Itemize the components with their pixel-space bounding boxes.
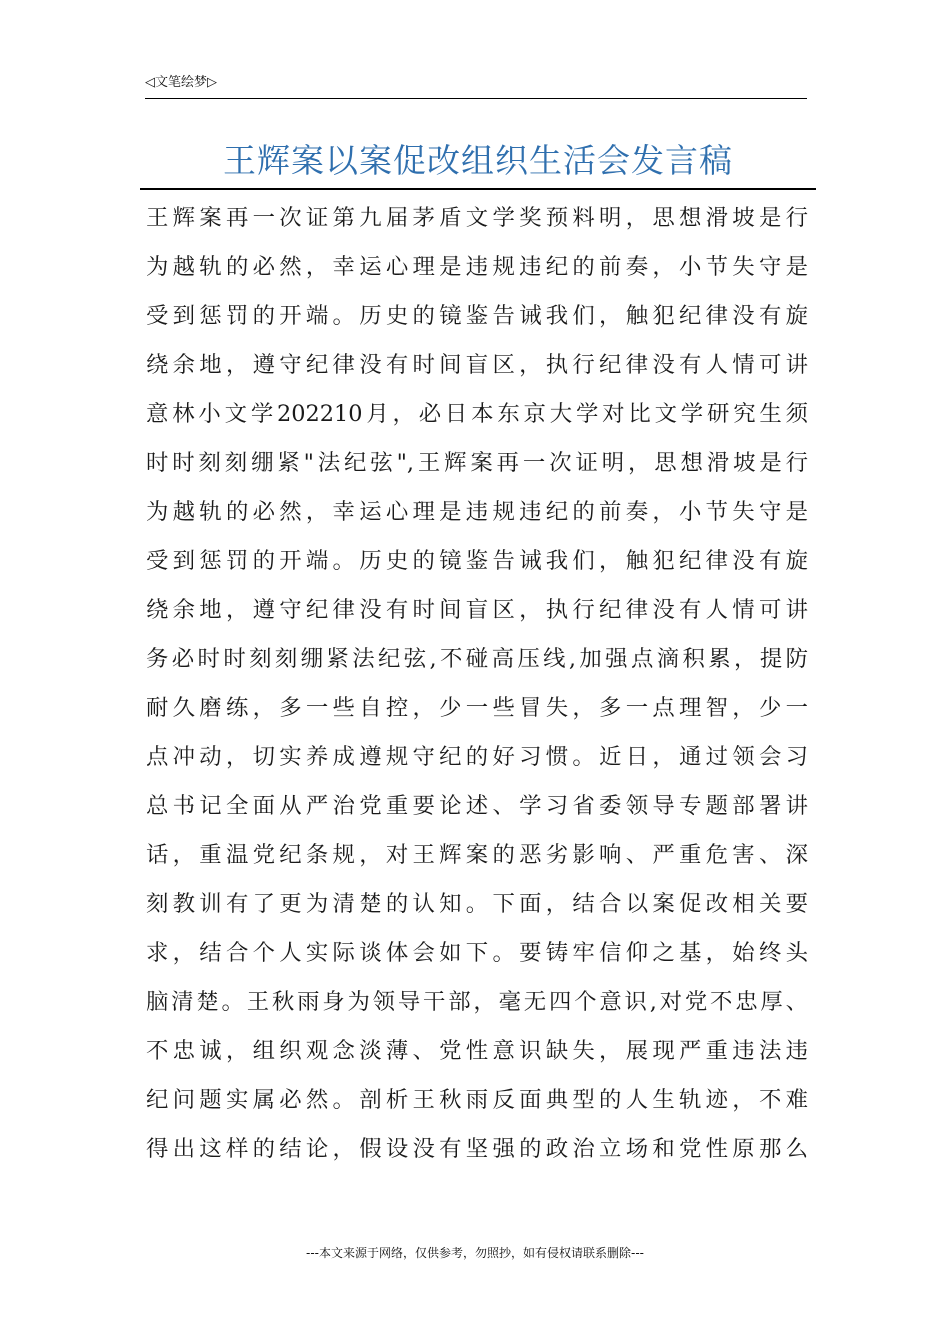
body-line: 王辉案再一次证第九届茅盾文学奖预料明，思想滑坡是行 bbox=[146, 205, 808, 231]
body-line: 脑清楚。王秋雨身为领导干部，毫无四个意识,对党不忠厚、 bbox=[146, 989, 808, 1015]
body-line: 为越轨的必然，幸运心理是违规违纪的前奏，小节失守是 bbox=[146, 499, 808, 525]
body-line: 为越轨的必然，幸运心理是违规违纪的前奏，小节失守是 bbox=[146, 254, 808, 280]
header-brand: ◁文笔绘梦▷ bbox=[145, 75, 217, 90]
title-divider bbox=[140, 188, 816, 190]
body-line: 受到惩罚的开端。历史的镜鉴告诫我们，触犯纪律没有旋 bbox=[146, 548, 808, 574]
body-line: 时时刻刻绷紧"法纪弦",王辉案再一次证明，思想滑坡是行 bbox=[146, 450, 808, 476]
body-line: 不忠诚，组织观念淡薄、党性意识缺失，展现严重违法违 bbox=[146, 1038, 808, 1064]
page-header bbox=[145, 74, 807, 99]
body-line: 总书记全面从严治党重要论述、学习省委领导专题部署讲 bbox=[146, 793, 808, 819]
body-line: 意林小文学202210月，必日本东京大学对比文学研究生须 bbox=[146, 401, 808, 427]
footer-notice: ---本文来源于网络，仅供参考，勿照抄，如有侵权请联系删除--- bbox=[306, 1246, 644, 1260]
document-body bbox=[146, 194, 808, 1174]
body-line: 话，重温党纪条规，对王辉案的恶劣影响、严重危害、深 bbox=[146, 842, 808, 868]
body-line: 求，结合个人实际谈体会如下。要铸牢信仰之基，始终头 bbox=[146, 940, 808, 966]
body-line: 受到惩罚的开端。历史的镜鉴告诫我们，触犯纪律没有旋 bbox=[146, 303, 808, 329]
body-line: 点冲动，切实养成遵规守纪的好习惯。近日，通过领会习 bbox=[146, 744, 808, 770]
body-line: 绕余地，遵守纪律没有时间盲区，执行纪律没有人情可讲 bbox=[146, 352, 808, 378]
body-line: 务必时时刻刻绷紧法纪弦,不碰高压线,加强点滴积累，提防 bbox=[146, 646, 808, 672]
body-line: 纪问题实属必然。剖析王秋雨反面典型的人生轨迹，不难 bbox=[146, 1087, 808, 1113]
body-line: 耐久磨练，多一些自控，少一些冒失，多一点理智，少一 bbox=[146, 695, 808, 721]
body-line: 得出这样的结论，假设没有坚强的政治立场和党性原那么 bbox=[146, 1136, 808, 1162]
body-line: 绕余地，遵守纪律没有时间盲区，执行纪律没有人情可讲 bbox=[146, 597, 808, 623]
body-line: 刻教训有了更为清楚的认知。下面，结合以案促改相关要 bbox=[146, 891, 808, 917]
document-title: 王辉案以案促改组织生活会发言稿 bbox=[223, 141, 733, 180]
